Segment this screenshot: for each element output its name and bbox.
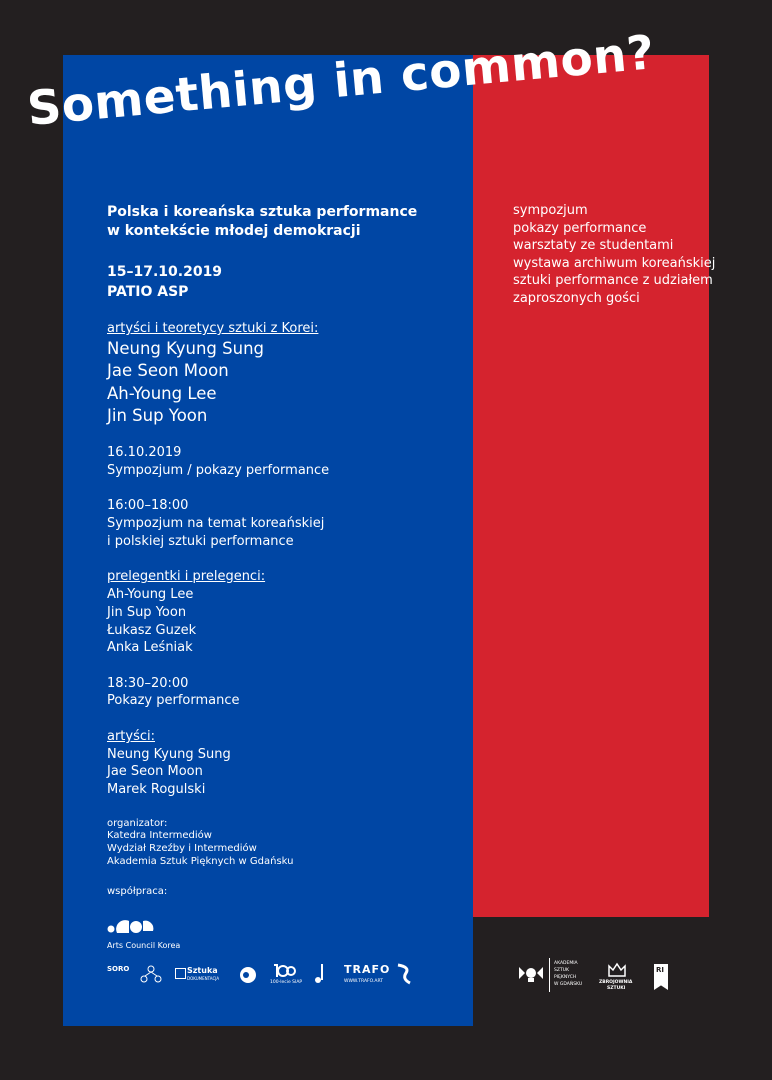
asp-line: SZTUK (554, 968, 569, 973)
zbrojownia-line: ZBROJOWNIA (599, 980, 633, 985)
program-item: wystawa archiwum koreańskiej (513, 256, 716, 271)
sztuka-logo-sub: DOKUMENTACJA (187, 976, 220, 981)
day-description: Sympozjum / pokazy performance (107, 463, 330, 478)
session2-time: 18:30–20:00 (107, 676, 189, 691)
event-venue: PATIO ASP (107, 284, 189, 300)
artists2-heading: artyści: (107, 729, 156, 744)
asp-line: PIĘKNYCH (554, 975, 577, 980)
program-item: warsztaty ze studentami (513, 238, 674, 253)
network-logo-icon (138, 963, 164, 987)
korean-artist: Ah-Young Lee (107, 384, 217, 403)
cooperation-heading: współpraca: (107, 886, 168, 897)
program-item: sztuki performance z udziałem (513, 273, 713, 288)
trafo-logo-text: TRAFO (344, 963, 391, 976)
session2-description: Pokazy performance (107, 693, 240, 708)
poster-title: Something in common? (25, 25, 657, 137)
subtitle-line-2: w kontekście młodej demokracji (107, 223, 361, 239)
organizer-line: Katedra Intermediów (107, 830, 212, 841)
organizer-line: Akademia Sztuk Pięknych w Gdańsku (107, 856, 294, 867)
red-panel (473, 55, 709, 917)
sztuka-logo-text: Sztuka (187, 966, 218, 975)
session1-description: Sympozjum na temat koreańskiej (107, 516, 325, 531)
speaker: Jin Sup Yoon (107, 605, 187, 620)
speaker: Łukasz Guzek (107, 623, 197, 638)
swirl-logo-icon (394, 963, 414, 985)
artist: Neung Kyung Sung (107, 747, 231, 762)
asp-crest-icon (517, 963, 545, 985)
artist: Jae Seon Moon (107, 764, 203, 779)
program-item: pokazy performance (513, 221, 647, 236)
note-logo-icon (312, 962, 328, 986)
day-date: 16.10.2019 (107, 445, 182, 460)
session1-time: 16:00–18:00 (107, 498, 189, 513)
korean-artist: Jae Seon Moon (107, 361, 229, 380)
event-dates: 15–17.10.2019 (107, 264, 223, 280)
program-item: sympozjum (513, 203, 588, 218)
trafo-logo-sub: WWW.TRAFO.ART (344, 979, 384, 984)
arts-council-korea-logo-icon (107, 913, 155, 939)
organizer-line: Wydział Rzeźby i Intermediów (107, 843, 257, 854)
korean-artist: Neung Kyung Sung (107, 339, 265, 358)
arts-council-label: Arts Council Korea (107, 941, 181, 950)
speaker: Ah-Young Lee (107, 587, 194, 602)
hundred-logo-text: 100-lecie SIAP (270, 980, 303, 985)
organizer-heading: organizator: (107, 818, 168, 829)
artist: Marek Rogulski (107, 782, 206, 797)
soro-logo: SORO (107, 965, 130, 973)
asp-line: AKADEMIA (554, 961, 578, 966)
asp-divider (549, 958, 550, 992)
subtitle-line-1: Polska i koreańska sztuka performance (107, 204, 418, 220)
session1-description: i polskiej sztuki performance (107, 534, 294, 549)
speaker: Anka Leśniak (107, 640, 193, 655)
program-item: zaproszonych gości (513, 291, 640, 306)
sztuka-logo-icon (175, 968, 186, 979)
hundred-logo-icon (272, 963, 296, 979)
circle-logo-icon (238, 965, 258, 985)
zbrojownia-line: SZTUKI (607, 986, 626, 991)
asp-line: W GDAŃSKU (554, 982, 583, 987)
artists-heading: artyści i teoretycy sztuki z Korei: (107, 321, 319, 336)
speakers-heading: prelegentki i prelegenci: (107, 569, 266, 584)
zbrojownia-crown-icon (607, 962, 627, 978)
korean-artist: Jin Sup Yoon (107, 406, 208, 425)
ri-logo-text: RI (656, 966, 664, 974)
